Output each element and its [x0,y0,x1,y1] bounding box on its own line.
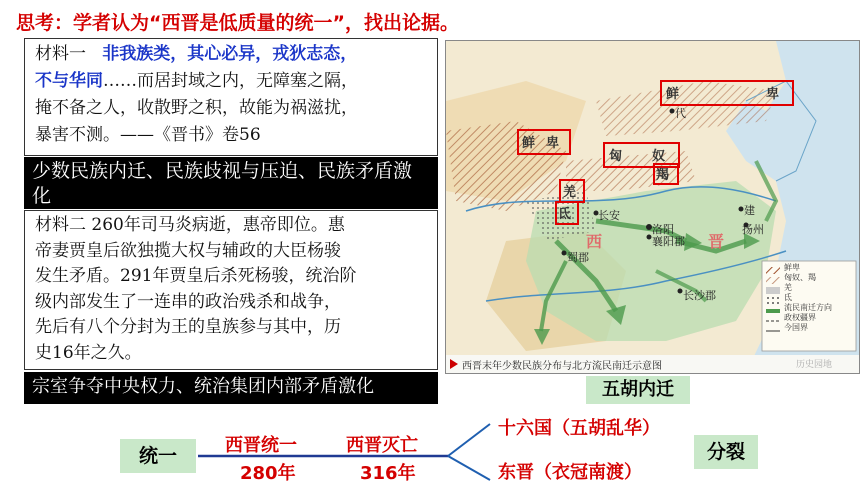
unify-year: 280年 [240,463,296,484]
summary2-bar: 宗室争夺中央权力、统治集团内部矛盾激化 [24,372,438,404]
jie-label: 羯 [656,168,670,183]
material1-text-2: 掩不备之人，收散野之积，故能为祸滋扰， [35,98,358,118]
legend-item: 流民南迁方向 [784,303,832,312]
map-legend [784,263,832,333]
material1-label: 材料一 [35,44,86,64]
material2-line: 帝妻贾皇后欲独揽大权与辅政的大臣杨骏 [35,240,341,261]
material2-line: 发生矛盾。291年贾皇后杀死杨骏，统治阶 [35,266,357,286]
city-jiankang: 建 [744,204,755,217]
branch-dongjin: 东晋（衣冠南渡） [498,462,642,483]
fenlie-tag: 分裂 [694,435,758,469]
material1-text-3: 暴害不测。——《晋书》卷56 [35,125,261,145]
xianbei-w-label: 鲜 [522,136,536,151]
unify-label: 西晋统一 [225,435,297,456]
material2-line: 史16年之久。 [35,342,142,363]
xijin-label: 西 [586,232,603,251]
material1-quote-2: 不与华同 [35,71,103,91]
city-xiangyang: 襄阳郡 [652,235,685,248]
branch-sixteen-kingdoms: 十六国（五胡乱华） [498,418,660,439]
xianbei-ne-label-2: 卑 [766,87,780,102]
map-watermark: 历史园地 [796,360,833,370]
historical-map [445,40,860,374]
fall-label: 西晋灭亡 [346,435,418,456]
di-label: 氐 [558,207,572,222]
xianbei-ne-label: 鲜 [666,87,680,102]
legend-item: 氐 [784,293,792,302]
question-title: 思考：学者认为“西晋是低质量的统一”，找出论据。 [16,12,459,34]
legend-item: 匈奴、羯 [784,273,816,282]
city-changsha: 长沙郡 [683,289,716,302]
city-dai: 代 [675,107,686,120]
xijin-label-2: 晋 [708,232,725,251]
material2-box [24,210,438,370]
material2-line: 级内部发生了一连串的政治残杀和战争， [35,291,341,312]
material2-line: 先后有八个分封为王的皇族参与其中，历 [35,317,341,337]
material1-box [24,38,438,156]
legend-item: 羌 [784,283,792,292]
city-changan: 长安 [598,209,620,222]
city-shu: 蜀郡 [567,251,589,264]
legend-item: 政权疆界 [784,313,816,322]
summary1-bar: 少数民族内迁、民族歧视与压迫、民族矛盾激化 [24,157,438,209]
xianbei-w-label-2: 卑 [546,136,560,151]
tongyi-tag: 统一 [120,439,196,473]
qiang-label: 羌 [563,185,577,200]
legend-item: 鲜卑 [784,263,800,272]
city-yangzhou: 扬州 [742,223,764,236]
wuhu-neiqian-tag: 五胡内迁 [586,376,690,404]
map-caption: 西晋末年少数民族分布与北方流民南迁示意图 [462,361,662,372]
material2-line: 材料二 260年司马炎病逝，惠帝即位。惠 [35,215,345,235]
city-luoyang: 洛阳 [652,223,674,236]
material1-quote: 非我族类，其心必异，戎狄志态， [102,44,358,64]
fall-year: 316年 [360,463,416,484]
legend-item: 今国界 [784,323,808,332]
material1-text-1: ……而居封域之内，无障塞之隔， [103,71,358,91]
xiongnu-label-2: 奴 [652,149,666,164]
xiongnu-label: 匈 [609,149,623,164]
